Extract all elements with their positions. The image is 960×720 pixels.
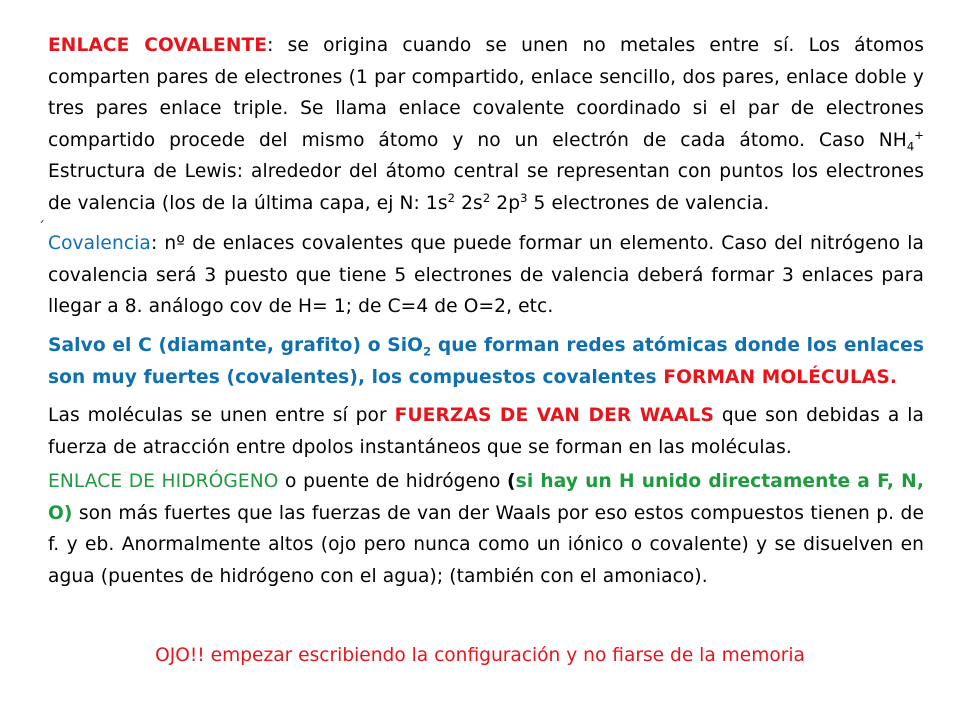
paren: ( [507, 471, 516, 492]
text: Salvo el C (diamante, grafito) o SiO [48, 335, 424, 356]
superscript: 2 [447, 190, 456, 205]
heading-covalencia: Covalencia [48, 233, 151, 254]
paragraph-van-der-waals [48, 400, 924, 463]
stray-mark: ´ [38, 220, 45, 236]
text: 2p [490, 192, 521, 214]
superscript: 2 [482, 190, 491, 205]
subscript: 4 [906, 139, 915, 154]
text: son más fuertes que las fuerzas de van der Waals por eso estos compuestos tienen p. de f. y eb. Anormalmente altos (ojo pero nunca como un iónico o covalente) y se disuelven en agua (puentes de hidrógeno con el agua); (también con el amoniaco). [48, 502, 924, 587]
text: Estructura de Lewis: alrededor del átomo central se representan con puntos los electrones de valencia (los de la última capa, ej N: 1s [48, 161, 924, 214]
note-text: empezar escribiendo la configuración y no fiarse de la memoria [204, 645, 805, 666]
condition-text: si hay un H unido directamente a F, N, O) [48, 471, 924, 524]
superscript: 3 [520, 190, 528, 205]
emphasis-van-der-waals: FUERZAS DE VAN DER WAALS [394, 405, 714, 426]
text: que son debidas a la fuerza de atracción entre dpolos instantáneos que se forman en las moléculas. [48, 405, 924, 458]
subscript: 2 [423, 344, 432, 359]
text: 5 electrones de valencia. [527, 192, 770, 214]
text: o puente de hidrógeno [278, 471, 508, 492]
text: 2s [455, 192, 483, 214]
note-ojo: OJO!! [155, 645, 205, 666]
footer-note [0, 640, 960, 671]
text: Las moléculas se unen entre sí por [48, 405, 395, 426]
paragraph-redes-atomicas [48, 330, 924, 393]
text: : nº de enlaces covalentes que puede formar un elemento. Caso del nitrógeno la covalencia será 3 puesto que tiene 5 electrones de valencia deberá formar 3 enlaces para llegar a 8. análogo cov de H= 1; de C=4 de O=2, etc. [48, 233, 924, 318]
heading-enlace-hidrogeno: ENLACE DE HIDRÓGENO [48, 471, 279, 492]
paragraph-covalencia [48, 228, 924, 323]
emphasis-forman-moleculas: FORMAN MOLÉCULAS. [663, 366, 898, 388]
paragraph-enlace-hidrogeno [48, 466, 924, 592]
text: que forman redes atómicas donde los enlaces son muy fuertes (covalentes), los compuestos covalentes [48, 335, 924, 388]
superscript: + [914, 127, 924, 142]
text: : se origina cuando se unen no metales entre sí. Los átomos comparten pares de electrones (1 par compartido, enlace sencillo, dos pares, enlace doble y tres pares enlace triple. Se llama enlace covalente coordinado si el par de electrones compartido procede del mismo átomo y no un electrón de cada átomo. Caso NH [48, 35, 924, 151]
paragraph-enlace-covalente [48, 30, 924, 220]
heading-enlace-covalente: ENLACE COVALENTE [48, 35, 268, 56]
